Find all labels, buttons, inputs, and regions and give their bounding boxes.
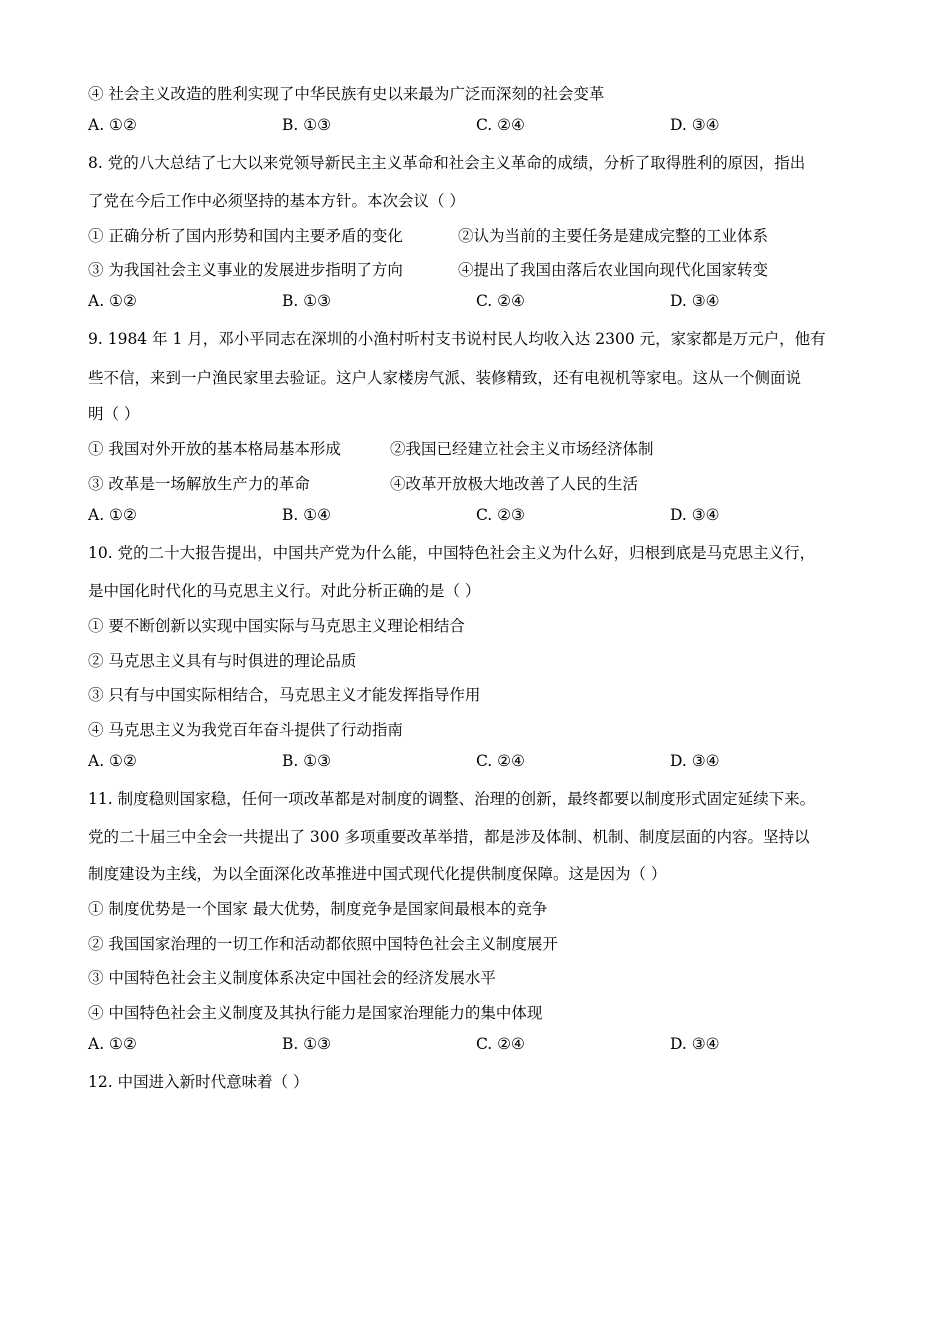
q9-item-2: ②我国已经建立社会主义市场经济体制 [390, 440, 654, 458]
q8-option-c[interactable]: C. ②④ [476, 292, 525, 310]
q8-item-4: ④提出了我国由落后农业国向现代化国家转变 [458, 261, 769, 279]
q8-item-2: ②认为当前的主要任务是建成完整的工业体系 [458, 227, 769, 245]
q7-item-4: ④ 社会主义改造的胜利实现了中华民族有史以来最为广泛而深刻的社会变革 [88, 85, 605, 103]
q10-stem-line-1: 10. 党的二十大报告提出，中国共产党为什么能，中国特色社会主义为什么好，归根到底是马克思主义行， [88, 544, 816, 562]
q9-item-4: ④改革开放极大地改善了人民的生活 [390, 475, 639, 493]
q8-option-b[interactable]: B. ①③ [282, 292, 332, 310]
q11-stem-line-3: 制度建设为主线，为以全面深化改革推进中国式现代化提供制度保障。这是因为（ ） [88, 865, 667, 883]
q9-item-3: ③ 改革是一场解放生产力的革命 [88, 475, 310, 493]
q7-option-a[interactable]: A. ①② [88, 116, 137, 134]
q10-option-c[interactable]: C. ②④ [476, 752, 525, 770]
q9-option-b[interactable]: B. ①④ [282, 506, 332, 524]
q10-option-d[interactable]: D. ③④ [670, 752, 720, 770]
q9-option-a[interactable]: A. ①② [88, 506, 137, 524]
q9-stem-line-3: 明（ ） [88, 405, 140, 423]
q8-stem-line-1: 8. 党的八大总结了七大以来党领导新民主主义革命和社会主义革命的成绩，分析了取得胜利的原因，指出 [88, 154, 806, 172]
q10-options [88, 752, 868, 776]
q10-option-b[interactable]: B. ①③ [282, 752, 332, 770]
q10-option-a[interactable]: A. ①② [88, 752, 137, 770]
q9-stem-line-1: 9. 1984 年 1 月，邓小平同志在深圳的小渔村听村支书说村民人均收入达 2300 元，家家都是万元户，他有 [88, 330, 826, 348]
q9-option-d[interactable]: D. ③④ [670, 506, 720, 524]
q7-option-c[interactable]: C. ②④ [476, 116, 525, 134]
q8-item-1: ① 正确分析了国内形势和国内主要矛盾的变化 [88, 227, 403, 245]
q9-stem-line-2: 些不信，来到一户渔民家里去验证。这户人家楼房气派、装修精致，还有电视机等家电。这从一个侧面说 [88, 369, 802, 387]
q10-item-4: ④ 马克思主义为我党百年奋斗提供了行动指南 [88, 721, 403, 739]
q9-options [88, 506, 868, 530]
q8-item-3: ③ 为我国社会主义事业的发展进步指明了方向 [88, 261, 403, 279]
q11-stem-line-2: 党的二十届三中全会一共提出了 300 多项重要改革举措，都是涉及体制、机制、制度层面的内容。坚持以 [88, 828, 810, 846]
q10-item-3: ③ 只有与中国实际相结合，马克思主义才能发挥指导作用 [88, 686, 481, 704]
q11-option-a[interactable]: A. ①② [88, 1035, 137, 1053]
q8-option-d[interactable]: D. ③④ [670, 292, 720, 310]
q11-option-c[interactable]: C. ②④ [476, 1035, 525, 1053]
q11-option-d[interactable]: D. ③④ [670, 1035, 720, 1053]
q11-stem-line-1: 11. 制度稳则国家稳，任何一项改革都是对制度的调整、治理的创新，最终都要以制度形式固定延续下来。 [88, 790, 816, 808]
q8-stem-line-2: 了党在今后工作中必须坚持的基本方针。本次会议（ ） [88, 192, 465, 210]
q7-option-d[interactable]: D. ③④ [670, 116, 720, 134]
q12-stem-line-1: 12. 中国进入新时代意味着（ ） [88, 1073, 309, 1091]
q11-item-2: ② 我国国家治理的一切工作和活动都依照中国特色社会主义制度展开 [88, 935, 558, 953]
q7-options [88, 116, 868, 140]
q9-option-c[interactable]: C. ②③ [476, 506, 525, 524]
q11-item-1: ① 制度优势是一个国家 最大优势，制度竞争是国家间最根本的竞争 [88, 900, 548, 918]
q8-option-a[interactable]: A. ①② [88, 292, 137, 310]
q10-item-1: ① 要不断创新以实现中国实际与马克思主义理论相结合 [88, 617, 465, 635]
q10-stem-line-2: 是中国化时代化的马克思主义行。对此分析正确的是（ ） [88, 582, 481, 600]
q11-options [88, 1035, 868, 1059]
q9-item-1: ① 我国对外开放的基本格局基本形成 [88, 440, 341, 458]
q10-item-2: ② 马克思主义具有与时俱进的理论品质 [88, 652, 357, 670]
q8-options [88, 292, 868, 316]
q11-option-b[interactable]: B. ①③ [282, 1035, 332, 1053]
q11-item-3: ③ 中国特色社会主义制度体系决定中国社会的经济发展水平 [88, 969, 496, 987]
q11-item-4: ④ 中国特色社会主义制度及其执行能力是国家治理能力的集中体现 [88, 1004, 543, 1022]
q7-option-b[interactable]: B. ①③ [282, 116, 332, 134]
